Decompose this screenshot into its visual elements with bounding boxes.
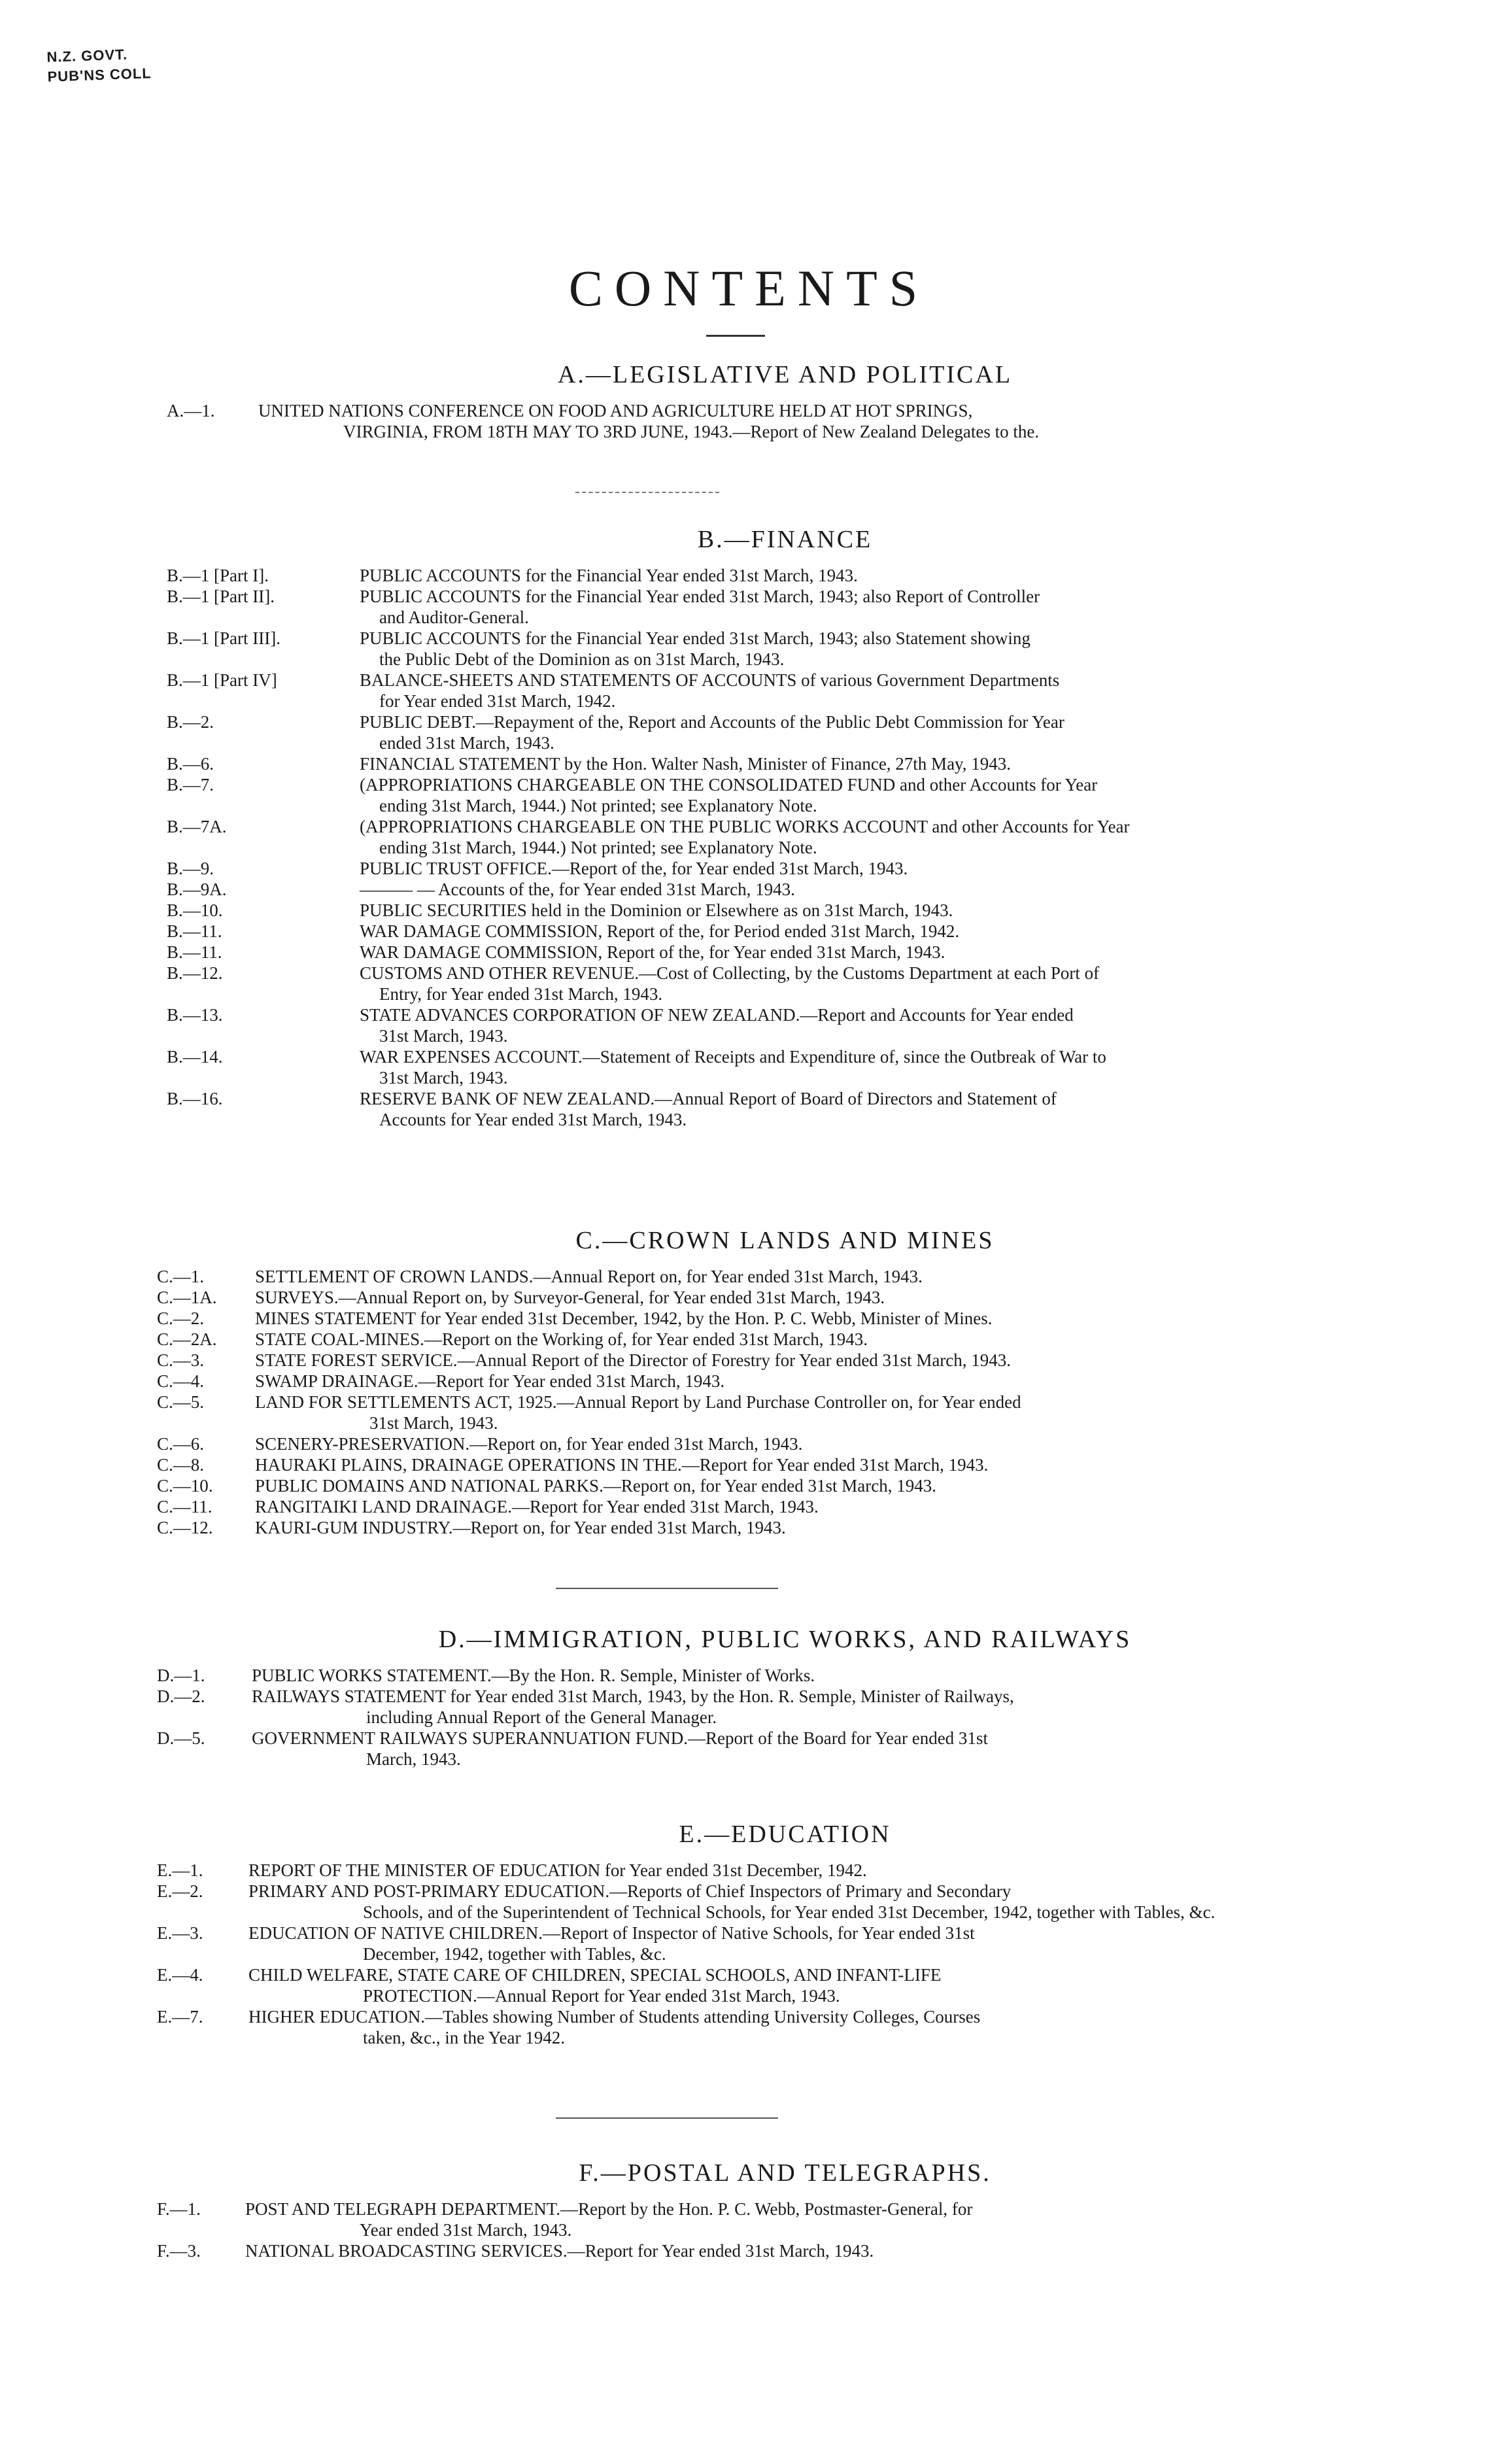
title-underline bbox=[706, 335, 765, 337]
section-divider bbox=[575, 492, 719, 493]
entry-description bbox=[252, 1728, 1291, 1770]
contents-entry bbox=[167, 942, 1295, 963]
entry-code: B.—10. bbox=[167, 900, 223, 920]
entry-code: B.—11. bbox=[167, 921, 222, 941]
contents-entry bbox=[157, 1433, 1291, 1454]
section-d bbox=[0, 1623, 1498, 1770]
entry-text-continued: PROTECTION.—Annual Report for Year ended 31st March, 1943. bbox=[363, 1986, 840, 2006]
entry-text: SWAMP DRAINAGE.—Report for Year ended 31st March, 1943. bbox=[255, 1371, 725, 1391]
entry-text-continued: Entry, for Year ended 31st March, 1943. bbox=[379, 984, 663, 1004]
entry-description bbox=[248, 1860, 1291, 1881]
entry-text: PUBLIC ACCOUNTS for the Financial Year ended 31st March, 1943; also Statement showing bbox=[360, 628, 1030, 648]
entry-code: B.—1 [Part I]. bbox=[167, 566, 269, 585]
entry-text-continued: 31st March, 1943. bbox=[379, 1026, 508, 1046]
contents-entry bbox=[157, 2240, 1291, 2261]
section-heading: B.—FINANCE bbox=[697, 526, 873, 553]
entry-text: STATE COAL-MINES.—Report on the Working of, for Year ended 31st March, 1943. bbox=[255, 1329, 868, 1349]
contents-entry bbox=[157, 1308, 1291, 1329]
entry-text: PUBLIC DOMAINS AND NATIONAL PARKS.—Report on, for Year ended 31st March, 1943. bbox=[255, 1476, 936, 1496]
page-title: CONTENTS bbox=[568, 260, 930, 317]
entry-description bbox=[360, 586, 1295, 628]
contents-entry bbox=[167, 1004, 1295, 1046]
entry-text: HAURAKI PLAINS, DRAINAGE OPERATIONS IN THE.—Report for Year ended 31st March, 1943. bbox=[255, 1455, 989, 1475]
stamp-line-2: PUB'NS COLL bbox=[47, 65, 152, 85]
section-divider bbox=[556, 1588, 778, 1589]
entry-code: C.—10. bbox=[157, 1476, 213, 1496]
section-heading: A.—LEGISLATIVE AND POLITICAL bbox=[557, 361, 1013, 388]
contents-entry bbox=[157, 1964, 1291, 2006]
entry-code: B.—14. bbox=[167, 1047, 223, 1067]
entry-description bbox=[255, 1287, 1291, 1308]
entry-description bbox=[248, 2006, 1291, 2048]
entry-text: PUBLIC ACCOUNTS for the Financial Year ended 31st March, 1943. bbox=[360, 566, 858, 585]
section-c bbox=[0, 1224, 1498, 1538]
entry-text: RAILWAYS STATEMENT for Year ended 31st March, 1943, by the Hon. R. Semple, Minister of Railways, bbox=[252, 1686, 1014, 1706]
entry-text-continued: ending 31st March, 1944.) Not printed; see Explanatory Note. bbox=[379, 796, 817, 815]
entry-text: WAR DAMAGE COMMISSION, Report of the, for Period ended 31st March, 1942. bbox=[360, 921, 960, 941]
entry-text: MINES STATEMENT for Year ended 31st December, 1942, by the Hon. P. C. Webb, Minister of Mines. bbox=[255, 1309, 993, 1328]
entry-description bbox=[360, 628, 1295, 670]
entry-text: SETTLEMENT OF CROWN LANDS.—Annual Report on, for Year ended 31st March, 1943. bbox=[255, 1267, 923, 1286]
entry-code: E.—1. bbox=[157, 1860, 203, 1880]
entry-text: WAR DAMAGE COMMISSION, Report of the, for Year ended 31st March, 1943. bbox=[360, 942, 945, 962]
section-heading: D.—IMMIGRATION, PUBLIC WORKS, AND RAILWAYS bbox=[438, 1626, 1132, 1653]
entry-code: F.—1. bbox=[157, 2199, 201, 2219]
entry-code: C.—2. bbox=[157, 1309, 205, 1328]
contents-entry bbox=[157, 1665, 1291, 1686]
entry-code: B.—1 [Part IV] bbox=[167, 670, 277, 690]
entry-code: B.—7A. bbox=[167, 817, 227, 836]
entry-text-continued: Schools, and of the Superintendent of Technical Schools, for Year ended 31st December, 1942, together with Tables, &c. bbox=[363, 1902, 1216, 1922]
section-heading: E.—EDUCATION bbox=[679, 1821, 891, 1848]
entry-text: PRIMARY AND POST-PRIMARY EDUCATION.—Reports of Chief Inspectors of Primary and Secondary bbox=[248, 1881, 1012, 1901]
entry-text: UNITED NATIONS CONFERENCE ON FOOD AND AGRICULTURE HELD AT HOT SPRINGS, bbox=[258, 401, 973, 420]
stamp-line-1: N.Z. GOVT. bbox=[46, 46, 128, 65]
entry-text: KAURI-GUM INDUSTRY.—Report on, for Year ended 31st March, 1943. bbox=[255, 1518, 786, 1537]
entry-text: EDUCATION OF NATIVE CHILDREN.—Report of Inspector of Native Schools, for Year ended 31st bbox=[248, 1923, 975, 1943]
entry-text-continued: including Annual Report of the General Manager. bbox=[366, 1707, 717, 1727]
entry-text: SURVEYS.—Annual Report on, by Surveyor-General, for Year ended 31st March, 1943. bbox=[255, 1288, 885, 1307]
entry-text: PUBLIC TRUST OFFICE.—Report of the, for Year ended 31st March, 1943. bbox=[360, 859, 908, 878]
entry-text-continued: 31st March, 1943. bbox=[369, 1413, 498, 1433]
entry-description bbox=[360, 774, 1295, 816]
contents-entry bbox=[167, 900, 1295, 921]
entry-code: C.—5. bbox=[157, 1392, 205, 1412]
entry-description bbox=[360, 900, 1295, 921]
entry-description bbox=[360, 753, 1295, 774]
section-divider bbox=[556, 2117, 778, 2119]
entry-description bbox=[255, 1266, 1291, 1287]
entry-description bbox=[360, 1046, 1295, 1088]
contents-entry bbox=[167, 565, 1295, 586]
entry-description bbox=[255, 1433, 1291, 1454]
entry-description bbox=[360, 816, 1295, 858]
entry-description bbox=[360, 942, 1295, 963]
entry-text-continued: Year ended 31st March, 1943. bbox=[360, 2220, 572, 2240]
contents-entry bbox=[157, 1350, 1291, 1371]
entry-code: C.—11. bbox=[157, 1497, 213, 1516]
contents-entry bbox=[167, 1088, 1295, 1130]
entry-text-continued: the Public Debt of the Dominion as on 31st March, 1943. bbox=[379, 649, 785, 669]
entry-description bbox=[248, 1923, 1291, 1964]
entry-code: C.—2A. bbox=[157, 1329, 217, 1349]
entry-code: C.—4. bbox=[157, 1371, 205, 1391]
section-f bbox=[0, 2157, 1498, 2261]
contents-entry bbox=[157, 1923, 1291, 1964]
entry-code: B.—1 [Part III]. bbox=[167, 628, 281, 648]
entry-text-continued: March, 1943. bbox=[366, 1749, 461, 1769]
entry-text: NATIONAL BROADCASTING SERVICES.—Report for Year ended 31st March, 1943. bbox=[245, 2241, 874, 2261]
contents-entry bbox=[167, 628, 1295, 670]
entry-text-continued: 31st March, 1943. bbox=[379, 1068, 508, 1087]
entry-text: PUBLIC SECURITIES held in the Dominion or Elsewhere as on 31st March, 1943. bbox=[360, 900, 953, 920]
contents-entry bbox=[167, 400, 1295, 442]
entry-description bbox=[255, 1308, 1291, 1329]
section-e bbox=[0, 1818, 1498, 2048]
entry-text: PUBLIC DEBT.—Repayment of the, Report and Accounts of the Public Debt Commission for Year bbox=[360, 712, 1064, 732]
entry-code: C.—3. bbox=[157, 1350, 205, 1370]
entry-text: RESERVE BANK OF NEW ZEALAND.—Annual Report of Board of Directors and Statement of bbox=[360, 1089, 1057, 1108]
entry-description bbox=[360, 1088, 1295, 1130]
entry-code: C.—6. bbox=[157, 1434, 205, 1454]
contents-entry bbox=[157, 1454, 1291, 1475]
entry-text: GOVERNMENT RAILWAYS SUPERANNUATION FUND.—Report of the Board for Year ended 31st bbox=[252, 1728, 988, 1748]
entry-code: B.—7. bbox=[167, 775, 214, 795]
entry-text-continued: and Auditor-General. bbox=[379, 607, 529, 627]
entry-code: C.—12. bbox=[157, 1518, 213, 1537]
entry-description bbox=[255, 1496, 1291, 1517]
contents-entry bbox=[157, 1496, 1291, 1517]
contents-entry bbox=[167, 879, 1295, 900]
contents-entry bbox=[157, 1686, 1291, 1728]
entry-code: A.—1. bbox=[167, 401, 215, 420]
entry-description bbox=[360, 921, 1295, 942]
entry-code: E.—7. bbox=[157, 2007, 203, 2027]
entry-text-continued: for Year ended 31st March, 1942. bbox=[379, 691, 616, 711]
entry-text-continued: December, 1942, together with Tables, &c. bbox=[363, 1944, 666, 1964]
entry-text: CHILD WELFARE, STATE CARE OF CHILDREN, SPECIAL SCHOOLS, AND INFANT-LIFE bbox=[248, 1965, 942, 1985]
contents-entry bbox=[167, 963, 1295, 1004]
entry-description bbox=[360, 565, 1295, 586]
contents-entry bbox=[157, 1517, 1291, 1538]
entry-text: FINANCIAL STATEMENT by the Hon. Walter Nash, Minister of Finance, 27th May, 1943. bbox=[360, 754, 1012, 774]
contents-entry bbox=[167, 753, 1295, 774]
entry-code: E.—2. bbox=[157, 1881, 203, 1901]
section-b bbox=[0, 523, 1498, 1130]
entry-description bbox=[248, 1964, 1291, 2006]
entry-description bbox=[252, 1665, 1291, 1686]
contents-entry bbox=[157, 2199, 1291, 2240]
contents-entry bbox=[157, 1881, 1291, 1923]
entry-text-continued: ended 31st March, 1943. bbox=[379, 733, 554, 753]
entry-code: F.—3. bbox=[157, 2241, 201, 2261]
entry-code: B.—16. bbox=[167, 1089, 223, 1108]
entry-code: D.—5. bbox=[157, 1728, 205, 1748]
entry-text-continued: ending 31st March, 1944.) Not printed; see Explanatory Note. bbox=[379, 838, 817, 857]
entry-code: E.—4. bbox=[157, 1965, 203, 1985]
entry-description bbox=[248, 1881, 1291, 1923]
entry-description bbox=[252, 1686, 1291, 1728]
entry-text: (APPROPRIATIONS CHARGEABLE ON THE CONSOLIDATED FUND and other Accounts for Year bbox=[360, 775, 1098, 795]
entry-description bbox=[245, 2199, 1291, 2240]
contents-entry bbox=[167, 670, 1295, 711]
entry-text: SCENERY-PRESERVATION.—Report on, for Year ended 31st March, 1943. bbox=[255, 1434, 803, 1454]
contents-entry bbox=[157, 1266, 1291, 1287]
entry-code: E.—3. bbox=[157, 1923, 203, 1943]
entry-text: RANGITAIKI LAND DRAINAGE.—Report for Year ended 31st March, 1943. bbox=[255, 1497, 819, 1516]
entry-code: B.—1 [Part II]. bbox=[167, 587, 275, 606]
entry-description bbox=[360, 879, 1295, 900]
entry-description bbox=[360, 858, 1295, 879]
entry-text: REPORT OF THE MINISTER OF EDUCATION for Year ended 31st December, 1942. bbox=[248, 1860, 867, 1880]
entry-description bbox=[255, 1517, 1291, 1538]
entry-code: B.—9A. bbox=[167, 880, 227, 899]
section-heading: C.—CROWN LANDS AND MINES bbox=[575, 1227, 995, 1254]
contents-entry bbox=[157, 1860, 1291, 1881]
contents-entry bbox=[157, 1371, 1291, 1392]
entry-code: C.—8. bbox=[157, 1455, 205, 1475]
entry-code: B.—12. bbox=[167, 963, 223, 983]
contents-entry bbox=[157, 1728, 1291, 1770]
entry-description bbox=[360, 963, 1295, 1004]
entry-code: B.—6. bbox=[167, 754, 214, 774]
entry-text: ——— — Accounts of the, for Year ended 31st March, 1943. bbox=[360, 880, 795, 899]
entry-description bbox=[255, 1392, 1291, 1433]
entry-description bbox=[255, 1475, 1291, 1496]
entry-code: B.—11. bbox=[167, 942, 222, 962]
entry-code: D.—1. bbox=[157, 1666, 205, 1685]
collection-stamp bbox=[46, 44, 152, 87]
entry-text: (APPROPRIATIONS CHARGEABLE ON THE PUBLIC WORKS ACCOUNT and other Accounts for Year bbox=[360, 817, 1130, 836]
entry-description bbox=[255, 1371, 1291, 1392]
contents-entry bbox=[167, 921, 1295, 942]
entry-code: C.—1A. bbox=[157, 1288, 217, 1307]
entry-code: C.—1. bbox=[157, 1267, 205, 1286]
contents-entry bbox=[157, 1475, 1291, 1496]
entry-text: CUSTOMS AND OTHER REVENUE.—Cost of Collecting, by the Customs Department at each Port of bbox=[360, 963, 1100, 983]
entry-text: PUBLIC WORKS STATEMENT.—By the Hon. R. Semple, Minister of Works. bbox=[252, 1666, 815, 1685]
entry-text: STATE ADVANCES CORPORATION OF NEW ZEALAND.—Report and Accounts for Year ended bbox=[360, 1005, 1074, 1025]
entry-description bbox=[255, 1350, 1291, 1371]
entry-text-continued: taken, &c., in the Year 1942. bbox=[363, 2028, 565, 2047]
entry-description bbox=[255, 1454, 1291, 1475]
contents-entry bbox=[167, 858, 1295, 879]
contents-entry bbox=[157, 1392, 1291, 1433]
entry-text: POST AND TELEGRAPH DEPARTMENT.—Report by the Hon. P. C. Webb, Postmaster-General, for bbox=[245, 2199, 973, 2219]
section-heading: F.—POSTAL AND TELEGRAPHS. bbox=[579, 2159, 991, 2187]
entry-text: STATE FOREST SERVICE.—Annual Report of the Director of Forestry for Year ended 31st March, 1943. bbox=[255, 1350, 1012, 1370]
entry-text: PUBLIC ACCOUNTS for the Financial Year ended 31st March, 1943; also Report of Controller bbox=[360, 587, 1040, 606]
entry-text-continued: Accounts for Year ended 31st March, 1943. bbox=[379, 1110, 687, 1129]
entry-code: B.—2. bbox=[167, 712, 214, 732]
contents-entry bbox=[167, 774, 1295, 816]
entry-text: WAR EXPENSES ACCOUNT.—Statement of Receipts and Expenditure of, since the Outbreak of War to bbox=[360, 1047, 1106, 1067]
contents-entry bbox=[167, 711, 1295, 753]
entry-code: B.—13. bbox=[167, 1005, 223, 1025]
contents-entry bbox=[167, 586, 1295, 628]
entry-code: D.—2. bbox=[157, 1686, 205, 1706]
entry-text: LAND FOR SETTLEMENTS ACT, 1925.—Annual Report by Land Purchase Controller on, for Year ended bbox=[255, 1392, 1021, 1412]
entry-code: B.—9. bbox=[167, 859, 214, 878]
contents-entry bbox=[157, 1329, 1291, 1350]
entry-text-continued: VIRGINIA, FROM 18TH MAY TO 3RD JUNE, 1943.—Report of New Zealand Delegates to the. bbox=[343, 422, 1040, 441]
contents-entry bbox=[167, 1046, 1295, 1088]
contents-entry bbox=[157, 1287, 1291, 1308]
entry-description bbox=[360, 711, 1295, 753]
section-a bbox=[0, 358, 1498, 442]
entry-description bbox=[255, 1329, 1291, 1350]
entry-description bbox=[245, 2240, 1291, 2261]
entry-text: BALANCE-SHEETS AND STATEMENTS OF ACCOUNTS of various Government Departments bbox=[360, 670, 1060, 690]
entry-description bbox=[360, 670, 1295, 711]
entry-description bbox=[360, 1004, 1295, 1046]
contents-entry bbox=[157, 2006, 1291, 2048]
contents-entry bbox=[167, 816, 1295, 858]
entry-description bbox=[258, 400, 1295, 442]
entry-text: HIGHER EDUCATION.—Tables showing Number of Students attending University Colleges, Courses bbox=[248, 2007, 981, 2027]
